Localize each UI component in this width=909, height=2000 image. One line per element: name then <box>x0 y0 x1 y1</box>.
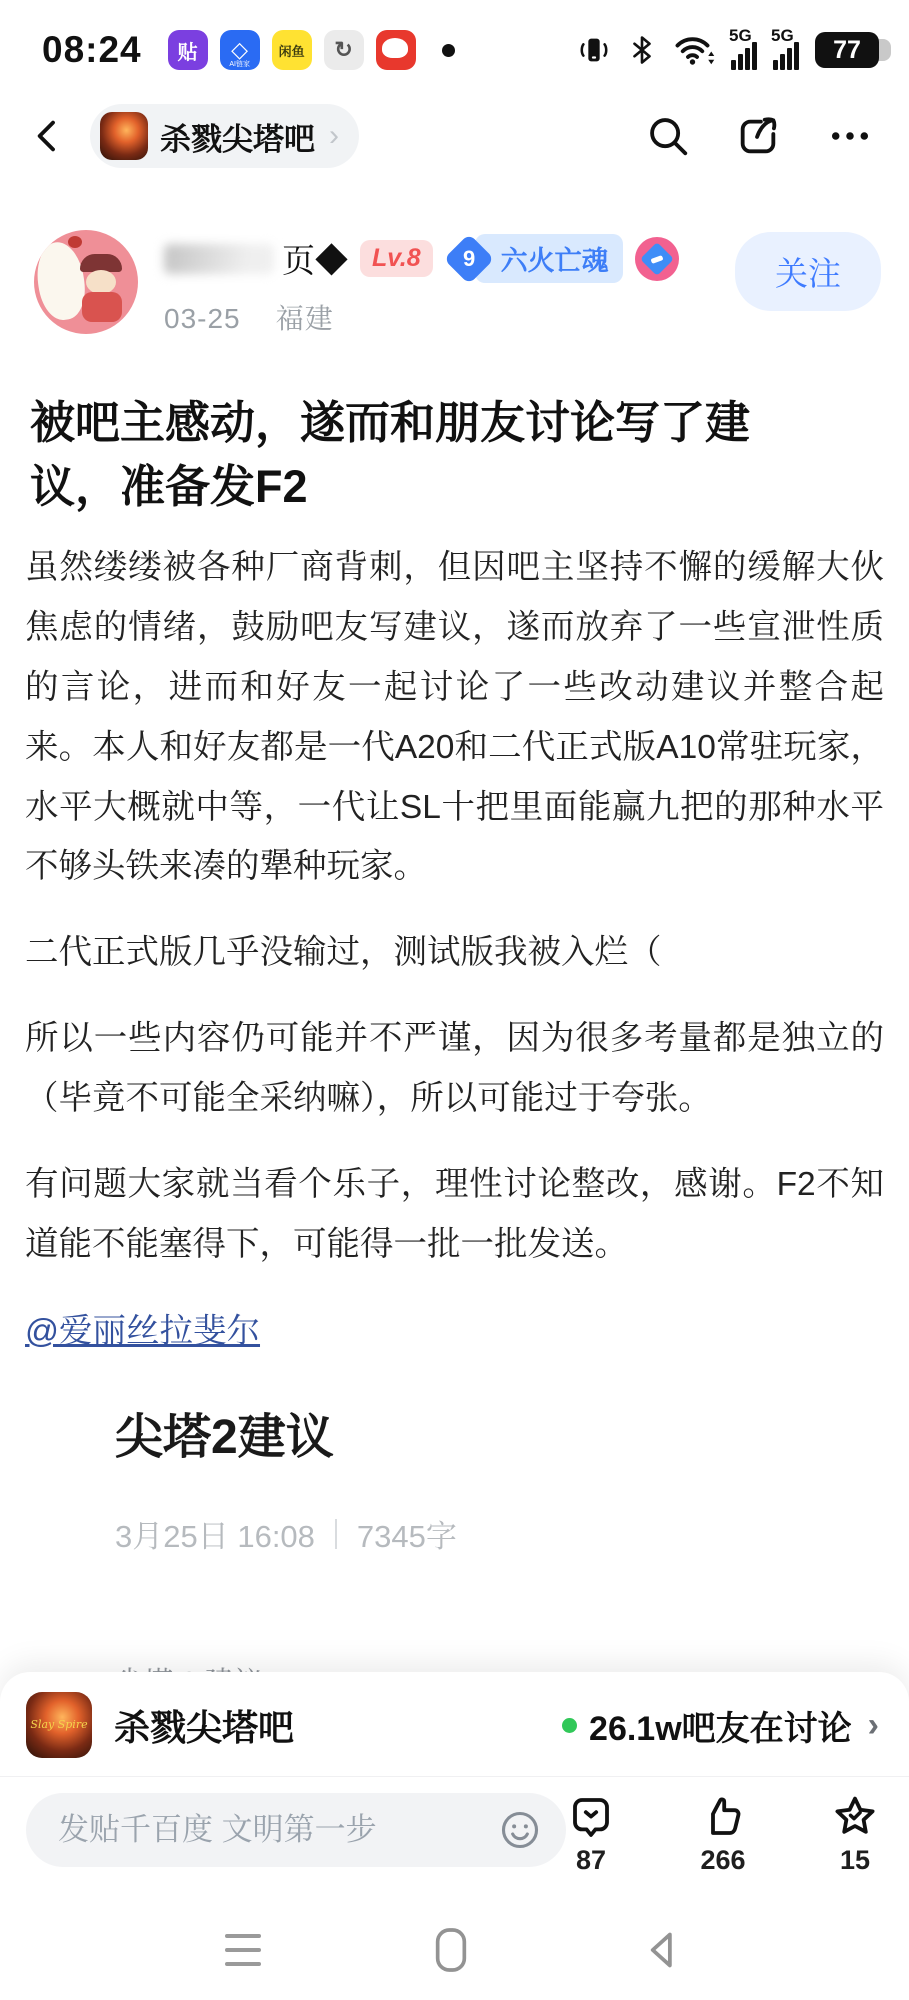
battery-level: 77 <box>815 32 879 68</box>
share-icon[interactable] <box>735 113 781 159</box>
mention-link[interactable]: @爱丽丝拉斐尔 <box>25 1313 261 1351</box>
document-embed[interactable] <box>115 1398 909 1556</box>
rank-title: 六火亡魂 <box>475 234 623 283</box>
mall-app-icon <box>376 30 416 70</box>
author-name[interactable]: 页◆ <box>282 242 348 279</box>
post-title: 被吧主感动，遂而和朋友讨论写了建议，准备发F2 <box>30 397 751 513</box>
sync-app-icon: ↻ <box>324 30 364 70</box>
post-paragraph: 所以一些内容仍可能并不严谨，因为很多考量都是独立的（毕竟不可能全采纳嘛），所以可能过于夸张。 <box>25 1020 884 1118</box>
author-row <box>0 186 909 337</box>
nav-actions <box>645 113 875 159</box>
comment-input[interactable] <box>26 1793 566 1867</box>
post-paragraph: 有问题大家就当看个乐子，理性讨论整改，感谢。F2不知道能不能塞得下，可能得一批一批发送。 <box>25 1166 884 1264</box>
bottom-sheet <box>0 1672 909 2000</box>
comment-bubble-icon <box>567 1793 615 1841</box>
signal-2-icon: 5G <box>773 30 799 70</box>
rank-badge <box>445 234 623 283</box>
post-body <box>25 538 884 1352</box>
post-location: 福建 <box>275 303 334 334</box>
follow-button[interactable]: 关注 <box>735 232 881 311</box>
forum-avatar-icon: Slay Spire <box>26 1692 92 1758</box>
document-wordcount: 7345字 <box>356 1519 457 1555</box>
status-icons <box>577 26 879 70</box>
clock: 08:24 <box>42 29 142 70</box>
like-count: 266 <box>700 1845 746 1875</box>
vibrate-icon <box>577 33 611 67</box>
xianyu-app-icon: 闲鱼 <box>272 30 312 70</box>
forum-pill[interactable] <box>90 104 359 168</box>
like-button[interactable] <box>699 1793 747 1876</box>
notification-icons <box>168 30 455 70</box>
writer-badge-icon <box>635 237 679 281</box>
star-icon <box>831 1793 879 1841</box>
back-icon[interactable] <box>28 114 68 158</box>
chevron-right-icon: › <box>867 1705 879 1744</box>
signal-1-icon: 5G <box>731 30 757 70</box>
more-icon[interactable] <box>825 113 875 159</box>
lianjia-app-icon: ◇ AI链家 <box>220 30 260 70</box>
battery-indicator <box>815 32 879 68</box>
document-meta <box>115 1511 909 1556</box>
thumbs-up-icon <box>699 1793 747 1841</box>
level-badge: Lv.8 <box>360 240 433 277</box>
favorite-button[interactable] <box>831 1793 879 1876</box>
home-nav-icon[interactable] <box>431 1920 471 1980</box>
forum-bar[interactable] <box>0 1672 909 1777</box>
forum-name: 杀戮尖塔吧 <box>114 1706 295 1748</box>
forum-name: 杀戮尖塔吧 <box>160 121 315 157</box>
tieba-app-icon: 贴 <box>168 30 208 70</box>
search-icon[interactable] <box>645 113 691 159</box>
wifi-icon <box>673 32 715 68</box>
online-dot-icon <box>562 1718 577 1733</box>
recording-dot-icon <box>442 44 455 57</box>
gesture-nav-bar <box>0 1910 909 1990</box>
document-title: 尖塔2建议 <box>115 1411 334 1465</box>
discussion-count: 26.1w吧友在讨论 <box>589 1709 852 1748</box>
favorite-count: 15 <box>839 1845 871 1875</box>
bluetooth-icon <box>627 33 657 67</box>
post-paragraph: 虽然缕缕被各种厂商背刺，但因吧主坚持不懈的缓解大伙焦虑的情绪，鼓励吧友写建议，遂而放弃了一些宣泄性质的言论，进而和好友一起讨论了一些改动建议并整合起来。本人和好友都是一代A20和二代正式版A10常驻玩家，水平大概就中等，一代让SL十把里面能赢九把的那种水平不够头铁来凑的犟种玩家。 <box>25 548 884 886</box>
nav-bar <box>0 86 909 186</box>
rank-diamond-icon: 9 <box>443 233 494 284</box>
comment-bar <box>0 1777 909 1876</box>
divider <box>335 1519 337 1549</box>
back-nav-icon[interactable] <box>641 1926 685 1974</box>
post-paragraph: 二代正式版几乎没输过，测试版我被入烂（ <box>25 934 662 972</box>
post-meta <box>164 297 679 337</box>
post-date: 03-25 <box>164 303 241 334</box>
post-actions <box>567 1793 879 1876</box>
censored-name-blur <box>164 244 274 274</box>
comment-count: 87 <box>575 1845 607 1875</box>
document-datetime: 3月25日 16:08 <box>115 1519 315 1555</box>
forum-avatar-icon <box>100 112 148 160</box>
status-bar <box>0 0 909 86</box>
avatar[interactable] <box>34 230 138 334</box>
author-info <box>164 230 679 337</box>
emoji-icon[interactable] <box>498 1808 542 1852</box>
comments-button[interactable] <box>567 1793 615 1876</box>
chevron-right-icon: › <box>329 119 339 152</box>
menu-nav-icon[interactable] <box>225 1934 261 1966</box>
